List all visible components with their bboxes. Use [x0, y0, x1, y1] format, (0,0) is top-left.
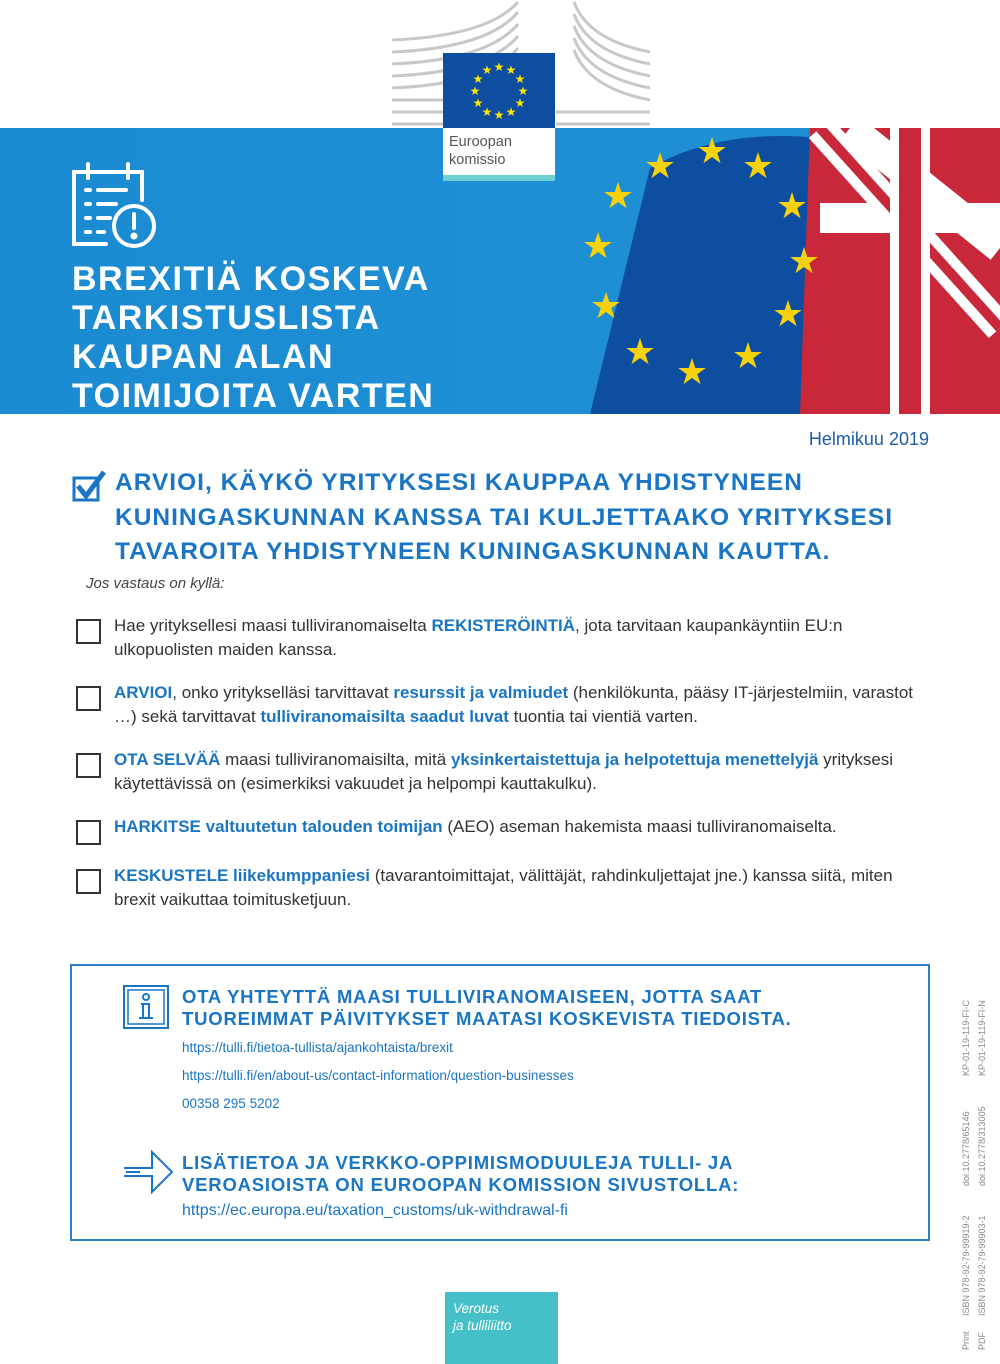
svg-text:★: ★ — [771, 293, 805, 334]
checklist-row — [72, 748, 930, 796]
identifier-text: KP-01-19-119-FI-C — [961, 1000, 971, 1076]
svg-text:★: ★ — [775, 185, 809, 226]
emphasis-text: OTA SELVÄÄ — [114, 749, 221, 769]
svg-text:★: ★ — [481, 105, 493, 119]
checklist-row — [72, 681, 930, 729]
svg-text:★: ★ — [731, 335, 765, 376]
emphasis-text: tulliviranomaisilta saadut luvat — [260, 706, 509, 726]
svg-text:★: ★ — [514, 72, 526, 86]
svg-text:★: ★ — [472, 72, 484, 86]
checklist-item — [114, 815, 930, 839]
item-text: yrityksesi käytettävissä on (esimerkiksi vakuudet ja helpompi kauttakulku). — [114, 749, 894, 793]
svg-text:★: ★ — [623, 331, 657, 372]
item-text: Hae yrityksellesi maasi tulliviranomaiselta — [114, 615, 432, 635]
eu-uk-flags-image — [520, 128, 1000, 414]
svg-text:★: ★ — [493, 108, 505, 122]
checkbox[interactable] — [76, 753, 101, 778]
identifier-text: ISBN 978-92-79-99903-1 — [977, 1215, 987, 1316]
emphasis-text: ARVIOI — [114, 682, 173, 702]
svg-text:★: ★ — [517, 84, 529, 98]
checklist-item — [114, 748, 930, 796]
checklist-section — [72, 466, 930, 931]
svg-text:★: ★ — [469, 84, 481, 98]
svg-text:★: ★ — [787, 240, 821, 281]
emphasis-text: HARKITSE valtuutetun talouden toimijan — [114, 816, 443, 836]
info-icon — [122, 984, 170, 1030]
checkmark-icon — [72, 470, 106, 504]
checklist-item — [114, 614, 930, 662]
checkbox[interactable] — [76, 619, 101, 644]
phone-number[interactable]: 00358 295 5202 — [182, 1096, 280, 1111]
identifier-text: ISBN 978-92-79-99919-2 — [961, 1215, 971, 1316]
brexit-link[interactable]: https://tulli.fi/tietoa-tullista/ajankohtaista/brexit — [182, 1040, 453, 1055]
checkbox[interactable] — [76, 869, 101, 894]
item-text: , jota tarvitaan kaupankäyntiin EU:n ulkopuolisten maiden kanssa. — [114, 615, 843, 659]
checklist-calendar-icon — [70, 160, 160, 250]
svg-text:★: ★ — [695, 130, 729, 171]
more-info-heading: LISÄTIETOA JA VERKKO-OPPIMISMODUULEJA TULLI- JA VEROASIOISTA ON EUROOPAN KOMISSION SIVUSTOLLA: — [182, 1152, 740, 1195]
svg-text:★: ★ — [675, 351, 709, 392]
item-text: (AEO) aseman hakemista maasi tulliviranomaiselta. — [442, 816, 837, 836]
svg-text:★: ★ — [481, 63, 493, 77]
checklist — [72, 614, 930, 912]
checkbox[interactable] — [76, 820, 101, 845]
contact-info-box — [70, 964, 930, 1241]
logo-text: komissio — [449, 152, 506, 168]
publication-identifiers — [955, 990, 995, 1350]
emphasis-text: yksinkertaistettuja ja helpotettuja menettelyjä — [450, 749, 819, 769]
subheading: Jos vastaus on kyllä: — [86, 574, 225, 592]
svg-text:★: ★ — [505, 105, 517, 119]
checklist-item — [114, 864, 930, 912]
item-text: (henkilökunta, pääsy IT-järjestelmiin, varastot …) sekä tarvittavat — [114, 682, 914, 726]
identifier-text: doi:10.2778/313005 — [977, 1106, 987, 1186]
item-text: , onko yritykselläsi tarvittavat — [172, 682, 394, 702]
publication-date: Helmikuu 2019 — [808, 429, 929, 449]
page-title: BREXITIÄ KOSKEVA TARKISTUSLISTA KAUPAN ALAN TOIMIJOITA VARTEN — [72, 260, 435, 415]
svg-text:★: ★ — [589, 285, 623, 326]
identifier-text: KP-01-19-119-FI-N — [977, 1000, 987, 1076]
ec-website-link[interactable]: https://ec.europa.eu/taxation_customs/uk-withdrawal-fi — [182, 1202, 568, 1219]
identifier-text: PDF — [977, 1332, 987, 1350]
main-heading: ARVIOI, KÄYKÖ YRITYKSESI KAUPPAA YHDISTYNEEN KUNINGASKUNNAN KANSSA TAI KULJETTAAKO YRITYKSESI TAVAROITA YHDISTYNEEN KUNINGASKUNNAN KAUTTA. — [115, 469, 894, 565]
item-text: (tavarantoimittajat, välittäjät, rahdinkuljettajat jne.) kanssa siitä, miten brexit vaikuttaa toimitusketjuun. — [114, 865, 893, 909]
checklist-row — [72, 864, 930, 912]
footer-dg-label: Verotus ja tulliliitto — [445, 1292, 558, 1364]
contact-heading: OTA YHTEYTTÄ MAASI TULLIVIRANOMAISEEN, JOTTA SAAT TUOREIMMAT PÄIVITYKSET MAATASI KOSKEVISTA TIEDOISTA. — [182, 986, 792, 1029]
item-text: tuontia tai vientiä varten. — [508, 706, 698, 726]
checkbox[interactable] — [76, 686, 101, 711]
svg-text:★: ★ — [581, 225, 615, 266]
emphasis-text: KESKUSTELE liikekumppaniesi — [114, 865, 371, 885]
logo-text: Euroopan — [449, 134, 512, 150]
european-commission-logo — [443, 53, 555, 181]
svg-text:★: ★ — [472, 96, 484, 110]
svg-text:★: ★ — [505, 63, 517, 77]
identifier-text: doi:10.2778/65146 — [961, 1111, 971, 1186]
arrow-right-icon — [122, 1146, 176, 1198]
checklist-item — [114, 681, 930, 729]
emphasis-text: resurssit ja valmiudet — [393, 682, 569, 702]
item-text: maasi tulliviranomaisilta, mitä — [220, 749, 451, 769]
businesses-contact-link[interactable]: https://tulli.fi/en/about-us/contact-information/question-businesses — [182, 1068, 574, 1083]
svg-text:★: ★ — [741, 145, 775, 186]
emphasis-text: REKISTERÖINTIÄ — [431, 615, 576, 635]
identifier-text: Print — [961, 1331, 971, 1350]
svg-text:★: ★ — [514, 96, 526, 110]
svg-text:★: ★ — [493, 60, 505, 74]
svg-text:★: ★ — [643, 145, 677, 186]
svg-text:★: ★ — [601, 175, 635, 216]
checklist-row — [72, 815, 930, 845]
checklist-row — [72, 614, 930, 662]
